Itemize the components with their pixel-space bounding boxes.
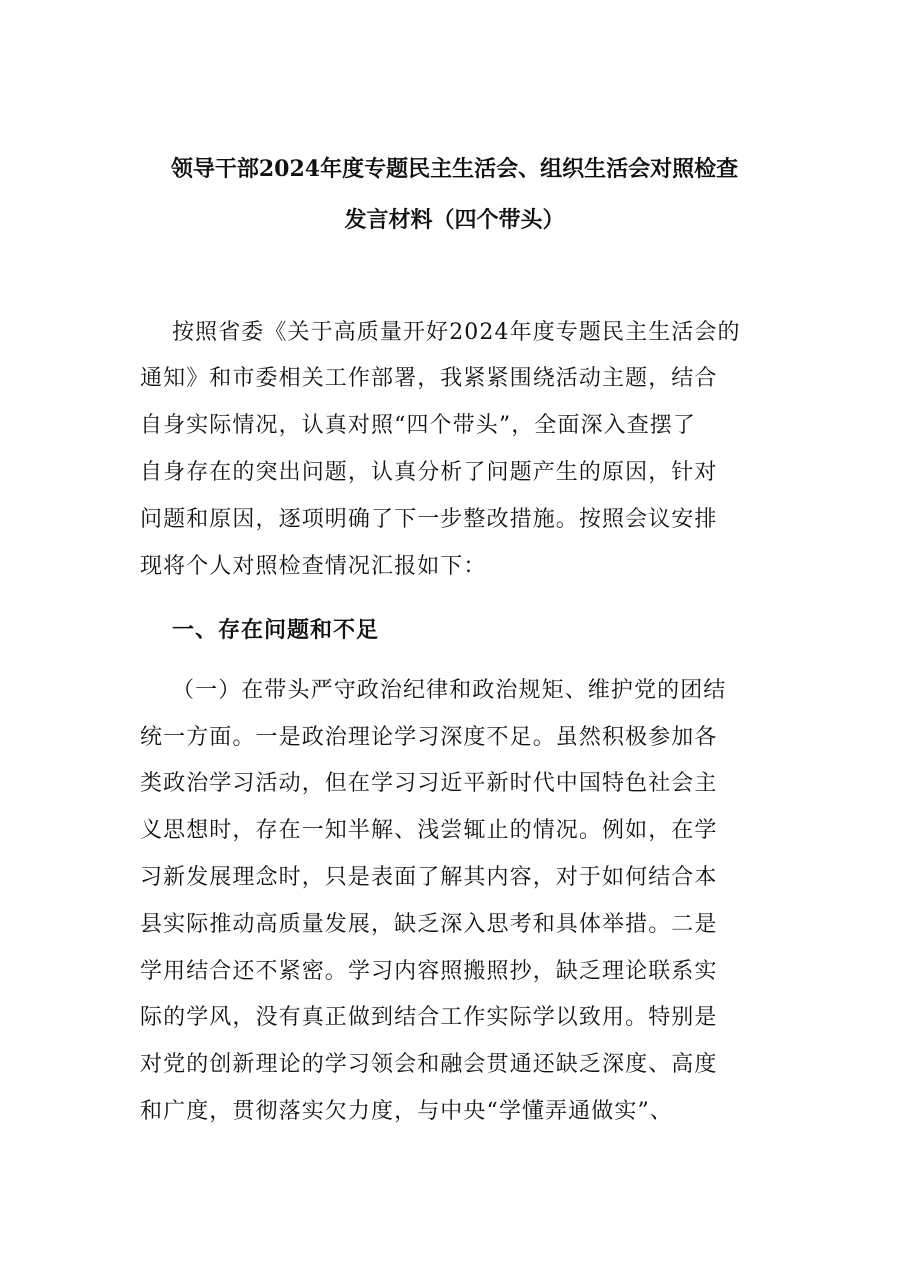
body-line: 统一方面。一是政治理论学习深度不足。虽然积极参加各 bbox=[140, 725, 718, 750]
title-line-1: 领导干部2024年度专题民主生活会、组织生活会对照检查 bbox=[170, 156, 739, 182]
intro-line: 通知》和市委相关工作部署，我紧紧围绕活动主题，结合 bbox=[140, 366, 718, 391]
title-line-2: 发言材料（四个带头） bbox=[344, 207, 565, 233]
body-line: 和广度，贯彻落实欠力度，与中央“学懂弄通做实”、 bbox=[140, 1099, 673, 1124]
body-line: 对党的创新理论的学习领会和融会贯通还缺乏深度、高度 bbox=[140, 1052, 718, 1077]
body-line: 学用结合还不紧密。学习内容照搬照抄，缺乏理论联系实 bbox=[140, 959, 718, 984]
body-line: 际的学风，没有真正做到结合工作实际学以致用。特别是 bbox=[140, 1005, 718, 1030]
intro-line: 按照省委《关于高质量开好2024年度专题民主生活会的 bbox=[172, 320, 741, 345]
body-line: 习新发展理念时，只是表面了解其内容，对于如何结合本 bbox=[140, 865, 718, 890]
intro-line: 现将个人对照检查情况汇报如下： bbox=[140, 554, 487, 579]
body-line: 类政治学习活动，但在学习习近平新时代中国特色社会主 bbox=[140, 771, 718, 796]
body-line: （一）在带头严守政治纪律和政治规矩、维护党的团结 bbox=[172, 678, 727, 703]
section-heading: 一、存在问题和不足 bbox=[172, 618, 380, 643]
body-line: 义思想时，存在一知半解、浅尝辄止的情况。例如，在学 bbox=[140, 818, 718, 843]
intro-line: 自身实际情况，认真对照“四个带头”，全面深入查摆了 bbox=[140, 413, 696, 438]
intro-line: 问题和原因，逐项明确了下一步整改措施。按照会议安排 bbox=[140, 507, 718, 532]
body-line: 县实际推动高质量发展，缺乏深入思考和具体举措。二是 bbox=[140, 912, 718, 937]
intro-line: 自身存在的突出问题，认真分析了问题产生的原因，针对 bbox=[140, 460, 718, 485]
